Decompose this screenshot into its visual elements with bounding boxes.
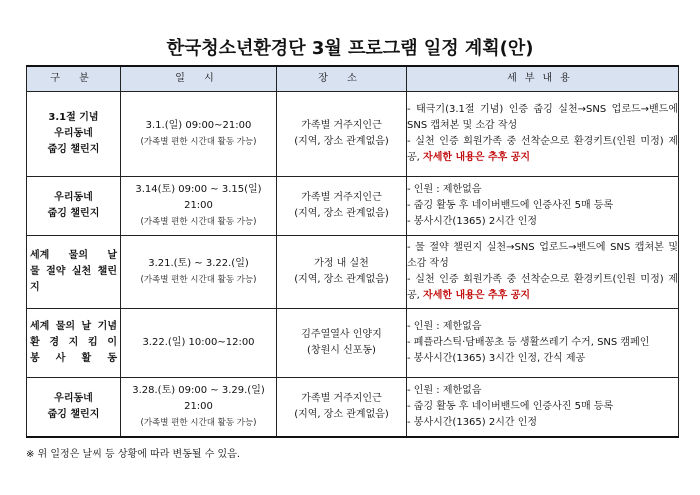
place-line: (창원시 신포동) [307,345,376,356]
place-line: (지역, 장소 관계없음) [294,136,389,147]
detail-line: - 인원 : 제한없음 [407,321,482,332]
row-place [277,378,407,438]
header-category: 구 분 [27,66,121,92]
schedule-table [26,65,679,438]
category-line: 3.1절 기념 [48,112,99,123]
place-line: (지역, 장소 관계없음) [294,409,389,420]
date-text: 3.22.(일) 10:00~12:00 [142,337,255,348]
date-note: (가족별 편한 시간대 활동 가능) [140,275,257,285]
date-text: 3.28.(토) 09:00 ~ 3.29.(일) 21:00 [132,385,265,412]
notice-text: 자세한 내용은 추후 공지 [423,152,531,163]
place-line: 김주열열사 인양지 [301,329,382,340]
row-details [407,92,679,177]
detail-line: - 줍깅 활동 후 네이버밴드에 인증사진 5매 등록 [407,200,614,211]
row-category [27,309,121,378]
header-details: 세부내용 [407,66,679,92]
date-text: 3.1.(일) 09:00~21:00 [145,120,252,131]
category-line: 우리동네 [54,192,93,203]
row-datetime [121,236,277,309]
detail-line: - 줍깅 활동 후 네이버밴드에 인증사진 5매 등록 [407,401,614,412]
category-line: 환 경 지 킴 이 [30,337,117,348]
row-datetime [121,177,277,236]
header-datetime: 일 시 [121,66,277,92]
row-datetime [121,378,277,438]
detail-line: - 물 절약 챌린지 실천→SNS 업로드→밴드에 SNS 캡쳐본 및 소감 작성 [407,242,678,269]
table-row [27,309,679,378]
table-row [27,92,679,177]
place-line: 가족별 거주지인근 [301,393,382,404]
table-header-row [27,66,679,92]
page-title: 한국청소년환경단 3월 프로그램 일정 계획(안) [166,38,534,59]
date-note: (가족별 편한 시간대 활동 가능) [140,418,257,428]
date-text: 3.14(토) 09:00 ~ 3.15(일) 21:00 [135,184,262,211]
category-line: 줍깅 챌린지 [47,208,100,219]
place-line: (지역, 장소 관계없음) [294,274,389,285]
category-line: 우리동네 [54,393,93,404]
footnote: ※ 위 일정은 날씨 등 상황에 따라 변동될 수 있음. [26,449,241,460]
place-line: 가족별 거주지인근 [301,192,382,203]
category-line: 줍깅 챌린지 [47,144,100,155]
date-note: (가족별 편한 시간대 활동 가능) [140,217,257,227]
row-category [27,92,121,177]
detail-line: - 실천 인증 회원가족 중 선착순으로 환경키트(인원 미정) 제공, 자세한 내용은 추후 공지 [407,136,678,163]
detail-line: - 인원 : 제한없음 [407,184,482,195]
table-row [27,236,679,309]
detail-line: - 인원 : 제한없음 [407,385,482,396]
row-category [27,177,121,236]
row-category [27,378,121,438]
category-line: 세계 물의 날 [30,250,117,261]
row-place [277,177,407,236]
row-place [277,309,407,378]
date-text: 3.21.(토) ~ 3.22.(일) [148,258,249,269]
place-line: 가정 내 실천 [314,258,369,269]
notice-text: 자세한 내용은 추후 공지 [423,290,531,301]
detail-line: - 태극기(3.1절 기념) 인증 줍깅 실천→SNS 업로드→밴드에 SNS 캡쳐본 및 소감 작성 [407,104,678,131]
detail-line: - 봉사시간(1365) 3시간 인정, 간식 제공 [407,353,586,364]
category-line: 봉 사 활 동 [30,353,117,364]
table-row [27,177,679,236]
category-line: 세계 물의 날 기념 [30,321,117,332]
detail-line: - 실천 인증 회원가족 중 선착순으로 환경키트(인원 미정) 제공, 자세한 내용은 추후 공지 [407,274,678,301]
row-details [407,378,679,438]
category-line: 줍깅 챌린지 [47,409,100,420]
detail-line: - 봉사시간(1365) 2시간 인정 [407,417,538,428]
category-line: 물 절약 실천 챌린지 [30,266,117,293]
detail-line: - 폐플라스틱·담배꽁초 등 생활쓰레기 수거, SNS 캠페인 [407,337,650,348]
row-category [27,236,121,309]
row-details [407,309,679,378]
header-place: 장 소 [277,66,407,92]
place-line: (지역, 장소 관계없음) [294,208,389,219]
table-row [27,378,679,438]
row-place [277,92,407,177]
row-datetime [121,92,277,177]
row-details [407,236,679,309]
row-datetime [121,309,277,378]
category-line: 우리동네 [54,128,93,139]
row-place [277,236,407,309]
place-line: 가족별 거주지인근 [301,120,382,131]
date-note: (가족별 편한 시간대 활동 가능) [140,137,257,147]
row-details [407,177,679,236]
detail-line: - 봉사시간(1365) 2시간 인정 [407,216,538,227]
